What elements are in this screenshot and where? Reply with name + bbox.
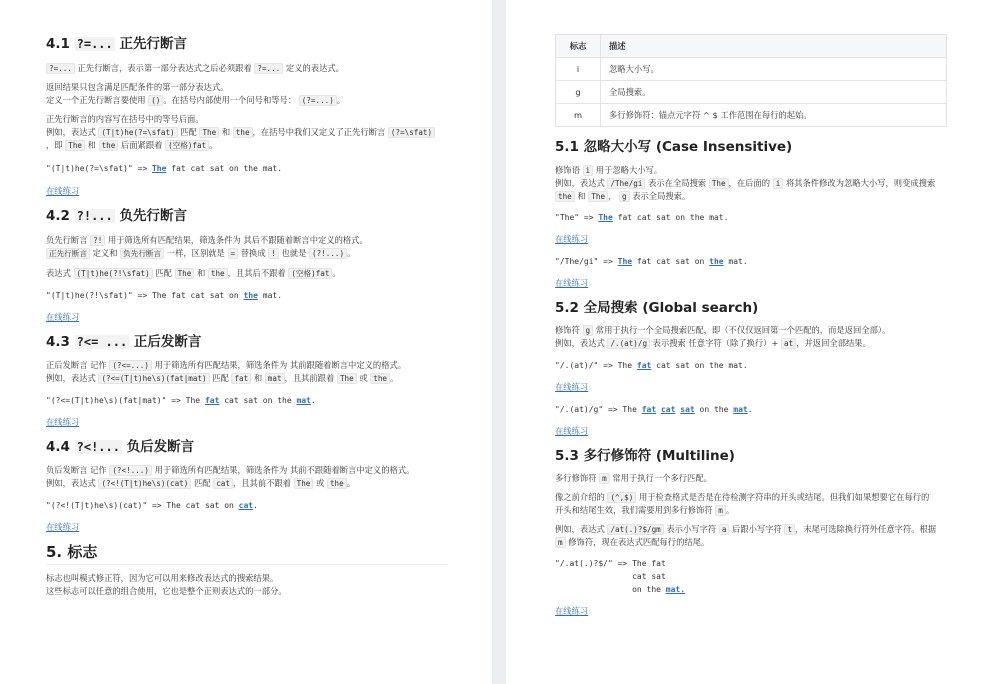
table-cell: 忽略大小写。 bbox=[601, 58, 947, 81]
paragraph: 像之前介绍的 (^,$) 用于检查格式是否是在待检测字符串的开头或结尾。但我们如果想要它在每行的 开头和结尾生效，我们需要用到多行修饰符 m 。 bbox=[555, 492, 930, 515]
table-header-row bbox=[556, 35, 947, 58]
heading-4-1: 4.1 ?=... 正先行断言 bbox=[46, 36, 187, 52]
right-page bbox=[506, 0, 994, 684]
paragraph: 修饰符 g 常用于执行一个全局搜索匹配，即（不仅仅返回第一个匹配的，而是返回全部）。 例如，表达式 /.(at)/g 表示搜索 任意字符（除了换行）+ at ，并返回全部结果。 bbox=[555, 325, 891, 348]
code-example: "The" => The fat cat sat on the mat. bbox=[555, 213, 729, 222]
code-example: "(?<=(T|t)he\s)(fat|mat)" => The fat cat sat on the mat. bbox=[46, 396, 316, 405]
paragraph: 多行修饰符 m 常用于执行一个多行匹配。 bbox=[555, 473, 712, 483]
page-gutter bbox=[492, 0, 506, 684]
left-page bbox=[0, 0, 492, 684]
table-cell: 多行修饰符：锚点元字符 ^ $ 工作范围在每行的起始。 bbox=[601, 104, 947, 127]
heading-5-1: 5.1 忽略大小写 (Case Insensitive) bbox=[555, 139, 793, 155]
heading-4-2: 4.2 ?!... 负先行断言 bbox=[46, 208, 187, 224]
table-row bbox=[556, 81, 947, 104]
heading-5: 5. 标志 bbox=[46, 543, 98, 561]
paragraph: 标志也叫模式修正符，因为它可以用来修改表达式的搜索结果。 这些标志可以任意的组合使用，它也是整个正则表达式的一部分。 bbox=[46, 573, 287, 596]
code-example: "/The/gi" => The fat cat sat on the mat. bbox=[555, 257, 748, 266]
flags-table bbox=[555, 34, 947, 127]
practice-link[interactable]: 在线练习 bbox=[46, 522, 80, 532]
code-example: "/.at(.)?$/" => The fat cat sat on the mat. bbox=[555, 559, 686, 594]
paragraph: ?=... 正先行断言，表示第一部分表达式之后必须跟着 ?=... 定义的表达式。 bbox=[46, 62, 448, 75]
paragraph: 修饰语 i 用于忽略大小写。 例如，表达式 /The/gi 表示在全局搜索 The ，在后面的 i 将其条件修改为忽略大小写，则变成搜索 the 和 The ， g 表示全局搜索。 bbox=[555, 165, 936, 201]
paragraph: 负先行断言 ?! 用于筛选所有匹配结果，筛选条件为 其后不跟随着断言中定义的格式。 正先行断言 定义和 负先行断言 一样，区别就是 = 替换成 ! 也就是 (?!...) 。 bbox=[46, 235, 368, 258]
practice-link[interactable]: 在线练习 bbox=[46, 186, 80, 196]
table-row bbox=[556, 58, 947, 81]
divider bbox=[46, 564, 448, 565]
paragraph: 返回结果只包含满足匹配条件的第一部分表达式。 定义一个正先行断言要使用 () 。在括号内部使用一个问号和等号： (?=...) 。 bbox=[46, 82, 346, 105]
code-example: "/.(at)/" => The fat cat sat on the mat. bbox=[555, 361, 748, 370]
practice-link[interactable]: 在线练习 bbox=[555, 426, 589, 436]
table-cell: m bbox=[556, 104, 601, 127]
heading-5-3: 5.3 多行修饰符 (Multiline) bbox=[555, 448, 735, 464]
code-example: "(?<!(T|t)he\s)(cat)" => The cat sat on cat. bbox=[46, 501, 258, 510]
paragraph: 负后发断言 记作 (?<!...) 用于筛选所有匹配结果，筛选条件为 其前不跟随着断言中定义的格式。 例如，表达式 (?<!(T|t)he\s)(cat) 匹配 cat ，且其前不跟着 The 或 the 。 bbox=[46, 465, 415, 488]
heading-4-3: 4.3 ?<= ... 正后发断言 bbox=[46, 334, 202, 350]
heading-4-4: 4.4 ?<!... 负后发断言 bbox=[46, 439, 195, 455]
practice-link[interactable]: 在线练习 bbox=[46, 312, 80, 322]
column-header: 标志 bbox=[556, 35, 601, 58]
practice-link[interactable]: 在线练习 bbox=[555, 278, 589, 288]
code-example: "(T|t)he(?=\sfat)" => The fat cat sat on the mat. bbox=[46, 164, 283, 173]
paragraph: 正先行断言的内容写在括号中的等号后面。 例如，表达式 (T|t)he(?=\sfat) 匹配 The 和 the ，在括号中我们又定义了正先行断言 (?=\sfat) ，即 The 和 the 后面紧跟着 (空格)fat 。 bbox=[46, 113, 448, 152]
table-cell: 全局搜索。 bbox=[601, 81, 947, 104]
table-row bbox=[556, 104, 947, 127]
paragraph: 例如，表达式 /at(.)?$/gm 表示小写字符 a 后跟小写字符 t ，末尾可选除换行符外任意字符。根据 m 修饰符，现在表达式匹配每行的结尾。 bbox=[555, 524, 937, 547]
paragraph: 表达式 (T|t)he(?!\sfat) 匹配 The 和 the ，且其后不跟着 (空格)fat 。 bbox=[46, 268, 341, 278]
paragraph: 正后发断言 记作 (?<=...) 用于筛选所有匹配结果，筛选条件为 其前跟随着断言中定义的格式。 例如，表达式 (?<=(T|t)he\s)(fat|mat) 匹配 fat 和 mat ，且其前跟着 The 或 the 。 bbox=[46, 360, 407, 383]
table-cell: g bbox=[556, 81, 601, 104]
heading-5-2: 5.2 全局搜索 (Global search) bbox=[555, 300, 759, 316]
code-example: "(T|t)he(?!\sfat)" => The fat cat sat on the mat. bbox=[46, 291, 283, 300]
practice-link[interactable]: 在线练习 bbox=[555, 606, 589, 616]
practice-link[interactable]: 在线练习 bbox=[555, 382, 589, 392]
code-example: "/.(at)/g" => The fat cat sat on the mat. bbox=[555, 405, 753, 414]
table-cell: i bbox=[556, 58, 601, 81]
column-header: 描述 bbox=[601, 35, 947, 58]
practice-link[interactable]: 在线练习 bbox=[46, 417, 80, 427]
practice-link[interactable]: 在线练习 bbox=[555, 234, 589, 244]
